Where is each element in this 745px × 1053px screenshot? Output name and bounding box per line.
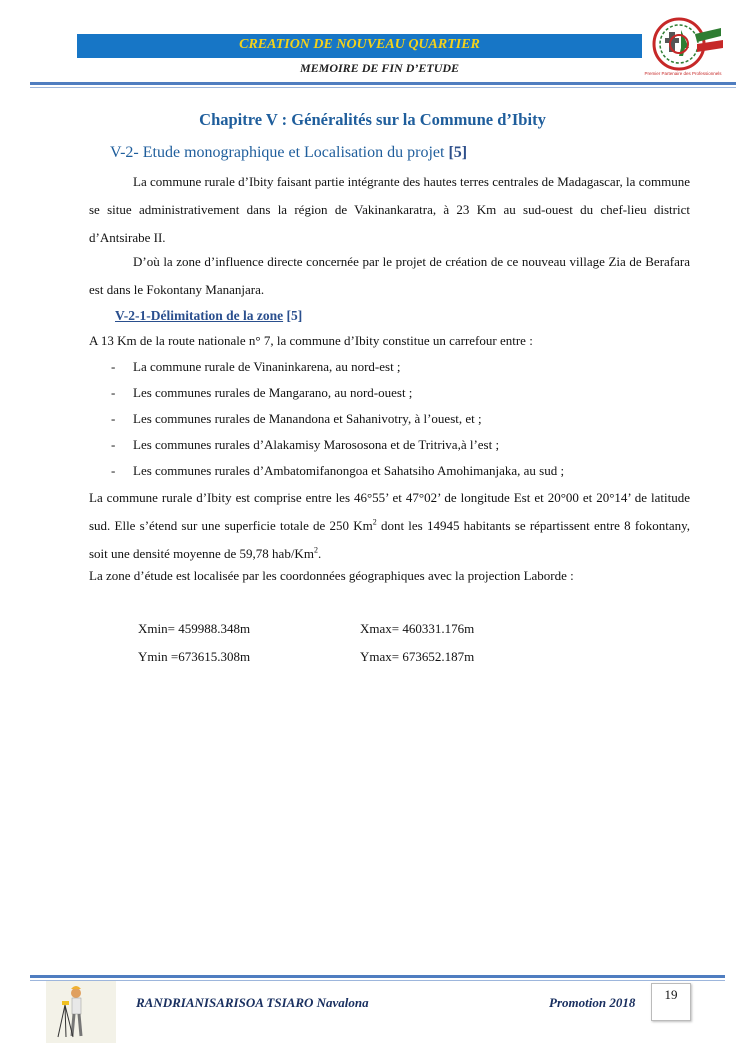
paragraph-3-part1: La commune rurale d’Ibity est comprise entre les 46°55’ et 47°02’ de longitude Est et 20°00 et 20°14’ de latitude sud. Elle s’étend sur une superficie totale de 250 Km: [89, 490, 690, 533]
section-title: [110, 144, 467, 162]
chapter-title: Chapitre V : Généralités sur la Commune d’Ibity: [199, 110, 546, 129]
bullet-marker: -: [111, 411, 116, 426]
paragraph-3-part3: .: [317, 546, 322, 561]
footer-promotion: Promotion 2018: [549, 995, 636, 1010]
subsection-title: [115, 308, 302, 324]
page-number: 19: [664, 987, 678, 1002]
header-rule-thin: [30, 87, 736, 88]
paragraph-1: La commune rurale d’Ibity faisant partie intégrante des hautes terres centrales de Madagascar, la commune se situe administrativement dans la région de Vakinankaratra, à 23 Km au sud-ouest du chef-lieu district d’Antsirabe II.: [89, 174, 690, 245]
superscript-2: 2: [372, 517, 377, 527]
subsection-ref: [5]: [286, 308, 303, 323]
superscript-2: 2: [313, 545, 318, 555]
section-ref: [5]: [448, 144, 468, 161]
footer-author: RANDRIANISARISOA TSIARO Navalona: [136, 995, 369, 1010]
list-item: Les communes rurales d’Alakamisy Marososona et de Tritriva,à l’est ;: [133, 437, 500, 452]
list-item: Les communes rurales d’Ambatomifanongoa et Sahatsiho Amohimanjaka, au sud ;: [133, 463, 565, 478]
header-rule: [30, 82, 736, 85]
paragraph-3-part2: dont les 14945 habitants se répartissent entre 8 fokontany, soit une densité moyenne de 59,78 hab/Km: [89, 518, 690, 561]
list-item: Les communes rurales de Manandona et Sahanivotry, à l’ouest, et ;: [133, 411, 482, 426]
subsection-title-text: V-2-1-Délimitation de la zone: [115, 308, 284, 323]
list-item: La commune rurale de Vinaninkarena, au nord-est ;: [133, 359, 401, 374]
bullet-marker: -: [111, 463, 116, 478]
footer-rule: [30, 975, 725, 978]
header-title: CREATION DE NOUVEAU QUARTIER: [239, 37, 480, 52]
coord-xmin: Xmin= 459988.348m: [138, 621, 251, 636]
bullet-marker: -: [111, 385, 116, 400]
paragraph-3: [89, 484, 690, 568]
bullet-marker: -: [111, 359, 116, 374]
paragraph-4: La zone d’étude est localisée par les coordonnées géographiques avec la projection Laborde :: [89, 568, 574, 583]
coord-ymax: Ymax= 673652.187m: [360, 649, 475, 664]
paragraph-2: D’où la zone d’influence directe concernée par le projet de création de ce nouveau village Zia de Berafara est dans le Fokontany Mananjara.: [89, 254, 690, 297]
coord-xmax: Xmax= 460331.176m: [360, 621, 475, 636]
intro-line: A 13 Km de la route nationale n° 7, la commune d’Ibity constitue un carrefour entre :: [89, 333, 533, 348]
footer-rule-thin: [30, 980, 725, 981]
header-subtitle: MEMOIRE DE FIN D’ETUDE: [300, 61, 460, 75]
bullet-marker: -: [111, 437, 116, 452]
coord-ymin: Ymin =673615.308m: [138, 649, 251, 664]
page-number-box: [651, 983, 691, 1021]
list-item: Les communes rurales de Mangarano, au nord-ouest ;: [133, 385, 413, 400]
logo-caption: Premier Partenaire des Professionnels: [644, 71, 722, 76]
section-title-text: V-2- Etude monographique et Localisation du projet: [110, 144, 445, 161]
surveyor-tripod-icon: [46, 981, 116, 1043]
